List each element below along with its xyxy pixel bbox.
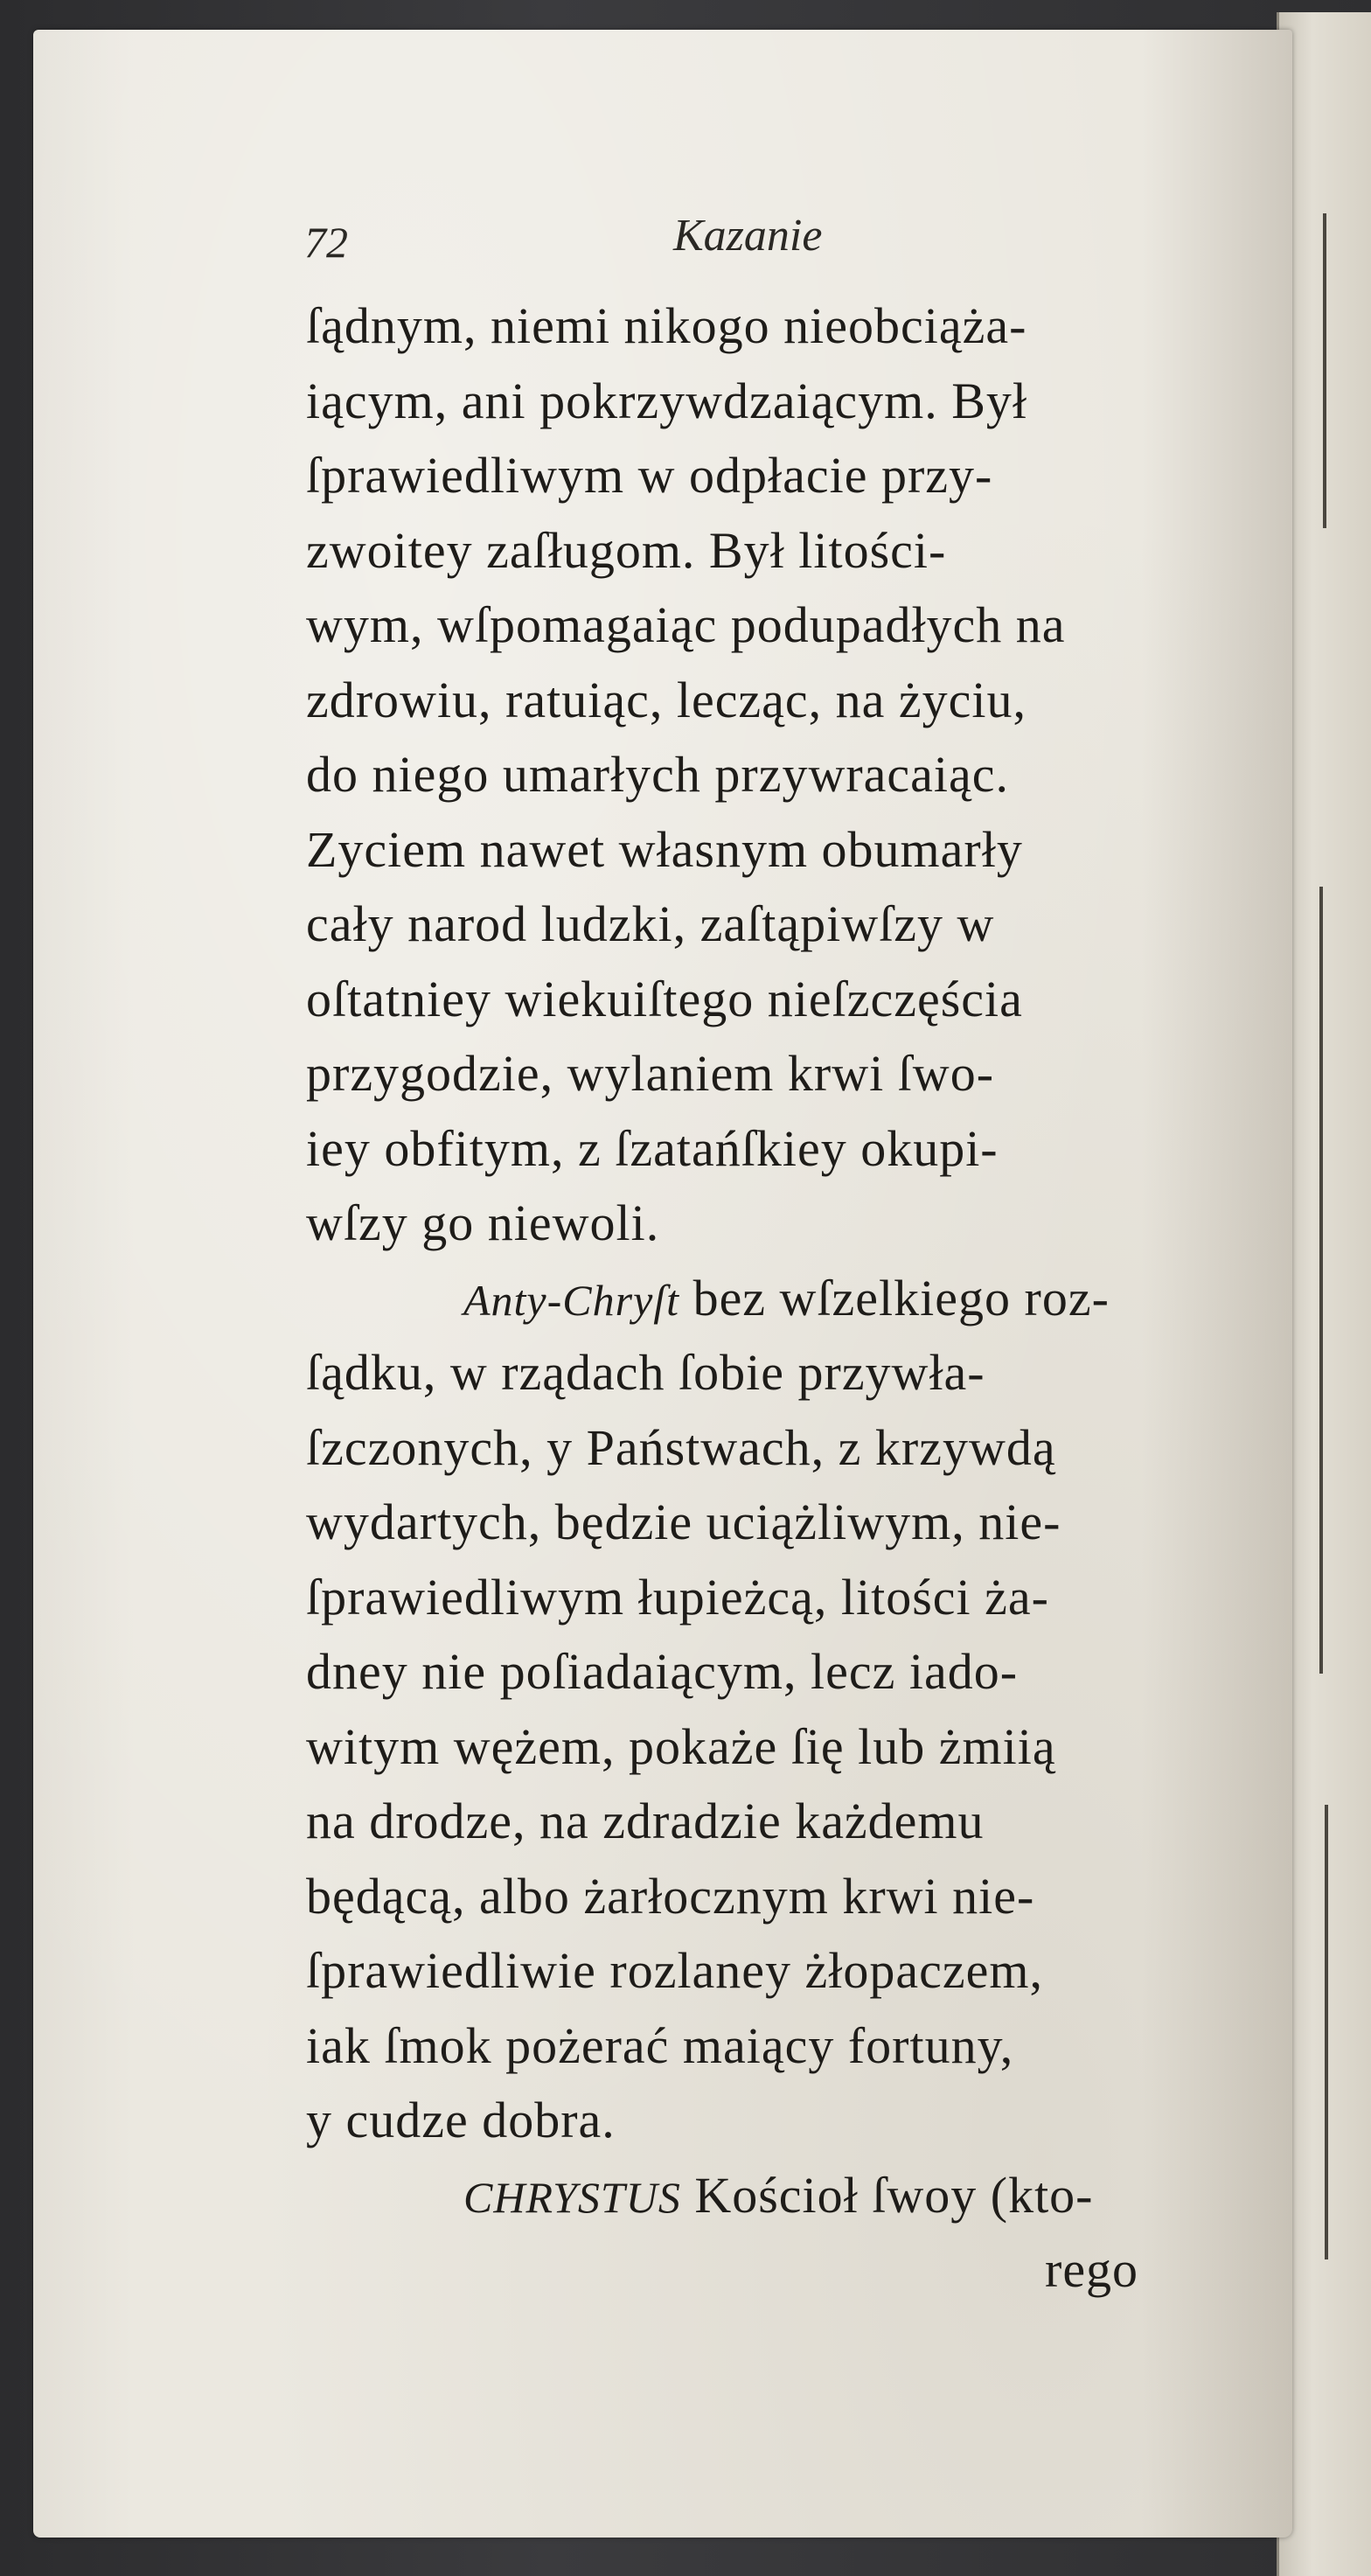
text-line: ſądnym, niemi nikogo nieobciąża- [306, 297, 1027, 354]
text-run: bez wſzelkiego roz- [679, 1269, 1110, 1326]
text-line: y cudze dobra. [306, 2092, 616, 2148]
page-edge-shadow [1325, 1805, 1328, 2259]
text-line: wſzy go niewoli. [306, 1194, 660, 1251]
text-line: zdrowiu, ratuiąc, lecząc, na życiu, [306, 671, 1027, 728]
page-header [306, 210, 1250, 289]
text-line: ſprawiedliwie rozlaney żłopaczem, [306, 1942, 1043, 1999]
text-line: cały narod ludzki, zaſtąpiwſzy w [306, 895, 995, 952]
text-line: oſtatniey wiekuiſtego nieſzczęścia [306, 970, 1023, 1027]
text-line: do niego umarłych przywracaiąc. [306, 746, 1009, 803]
page-edge-shadow [1323, 213, 1326, 528]
paragraph-1 [306, 289, 1250, 1261]
text-line: na drodze, na zdradzie każdemu [306, 1793, 985, 1849]
christ-term: CHRYSTUS [463, 2172, 681, 2222]
paragraph-3-first-line [306, 2158, 1250, 2233]
page-text [306, 210, 1250, 2308]
paragraph-2-first-line [306, 1261, 1250, 1336]
text-line: iey obfitym, z ſzatańſkiey okupi- [306, 1119, 999, 1177]
paragraph-2 [306, 1261, 1250, 2158]
text-line: iak ſmok pożerać maiący fortuny, [306, 2016, 1014, 2074]
text-line: przygodzie, wylaniem krwi ſwo- [306, 1045, 995, 1102]
text-line: zwoitey zaſługom. Był litości- [306, 521, 947, 579]
text-line: dney nie poſiadaiącym, lecz iado- [306, 1643, 1019, 1700]
text-line: będącą, albo żarłocznym krwi nie- [306, 1867, 1035, 1925]
running-title: Kazanie [673, 211, 823, 261]
text-line: ſzczonych, y Państwach, z krzywdą [306, 1418, 1056, 1476]
text-line: iącym, ani pokrzywdzaiącym. Był [306, 372, 1028, 429]
paragraph-3 [306, 2158, 1250, 2308]
text-line: ſądku, w rządach ſobie przywła- [306, 1344, 985, 1401]
text-line: Zyciem nawet własnym obumarły [306, 820, 1023, 878]
text-line: wydartych, będzie uciążliwym, nie- [306, 1493, 1061, 1550]
page-number: 72 [304, 218, 348, 267]
text-line: ſprawiedliwym łupieżcą, litości ża- [306, 1568, 1049, 1626]
text-line: witym wężem, pokaże ſię lub żmiią [306, 1717, 1056, 1775]
antichrist-term: Anty-Chryſt [463, 1275, 680, 1325]
catchword: rego [1045, 2241, 1139, 2298]
text-line: ſprawiedliwym w odpłacie przy- [306, 447, 993, 504]
text-run: Kościoł ſwoy (kto- [680, 2166, 1094, 2224]
page-edge-shadow [1319, 887, 1323, 1674]
text-line: wym, wſpomagaiąc podupadłych na [306, 596, 1066, 653]
